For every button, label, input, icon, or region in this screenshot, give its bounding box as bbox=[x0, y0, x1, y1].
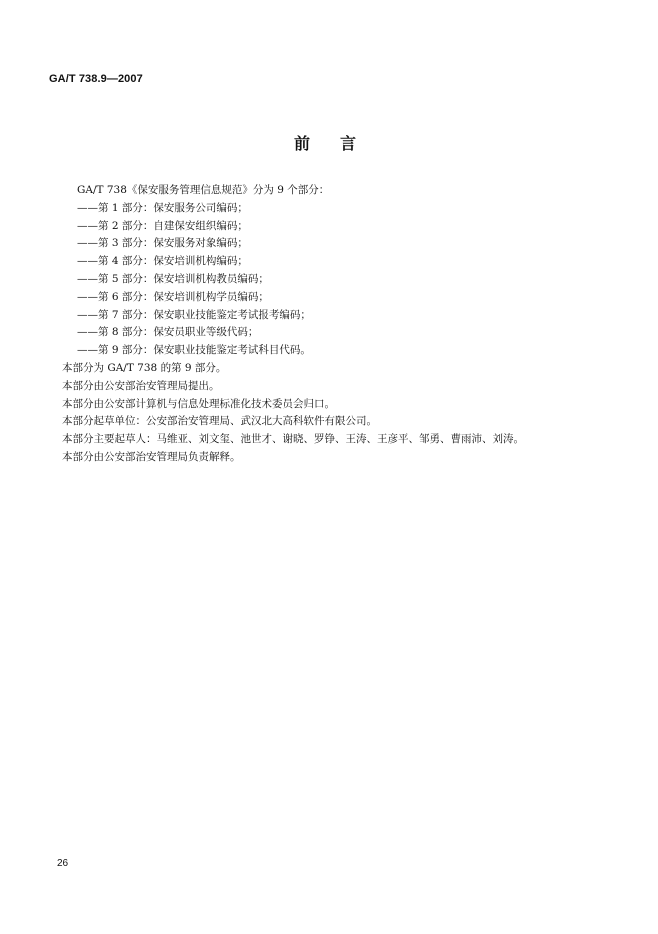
part-item-7: ——第 7 部分：保安职业技能鉴定考试报考编码； bbox=[77, 308, 311, 321]
statement-centralized-by: 本部分由公安部计算机与信息处理标准化技术委员会归口。 bbox=[62, 397, 335, 410]
part-item-2: ——第 2 部分：自建保安组织编码； bbox=[77, 219, 248, 232]
part-item-9: ——第 9 部分：保安职业技能鉴定考试科目代码。 bbox=[77, 344, 311, 357]
standard-code: GA/T 738.9—2007 bbox=[49, 73, 143, 85]
statement-drafting-units: 本部分起草单位：公安部治安管理局、武汉北大高科软件有限公司。 bbox=[62, 415, 377, 428]
statement-drafters: 本部分主要起草人：马维亚、刘文玺、池世才、谢晓、罗铮、王涛、王彦平、邹勇、曹雨沛、刘涛。 bbox=[62, 433, 524, 446]
part-item-8: ——第 8 部分：保安员职业等级代码； bbox=[77, 326, 259, 339]
part-item-6: ——第 6 部分：保安培训机构学员编码； bbox=[77, 290, 269, 303]
part-item-1: ——第 1 部分：保安服务公司编码； bbox=[77, 201, 248, 214]
page-number: 26 bbox=[57, 858, 69, 869]
foreword-body bbox=[62, 182, 617, 467]
part-item-3: ——第 3 部分：保安服务对象编码； bbox=[77, 237, 248, 250]
statement-part-of: 本部分为 GA/T 738 的第 9 部分。 bbox=[62, 361, 227, 374]
part-item-5: ——第 5 部分：保安培训机构教员编码； bbox=[77, 272, 269, 285]
part-item-4: ——第 4 部分：保安培训机构编码； bbox=[77, 255, 248, 268]
intro-line: GA/T 738《保安服务管理信息规范》分为 9 个部分： bbox=[77, 184, 330, 196]
statement-interpretation: 本部分由公安部治安管理局负责解释。 bbox=[62, 450, 241, 463]
statement-proposed-by: 本部分由公安部治安管理局提出。 bbox=[62, 379, 220, 392]
page-title: 前言 bbox=[293, 134, 386, 153]
